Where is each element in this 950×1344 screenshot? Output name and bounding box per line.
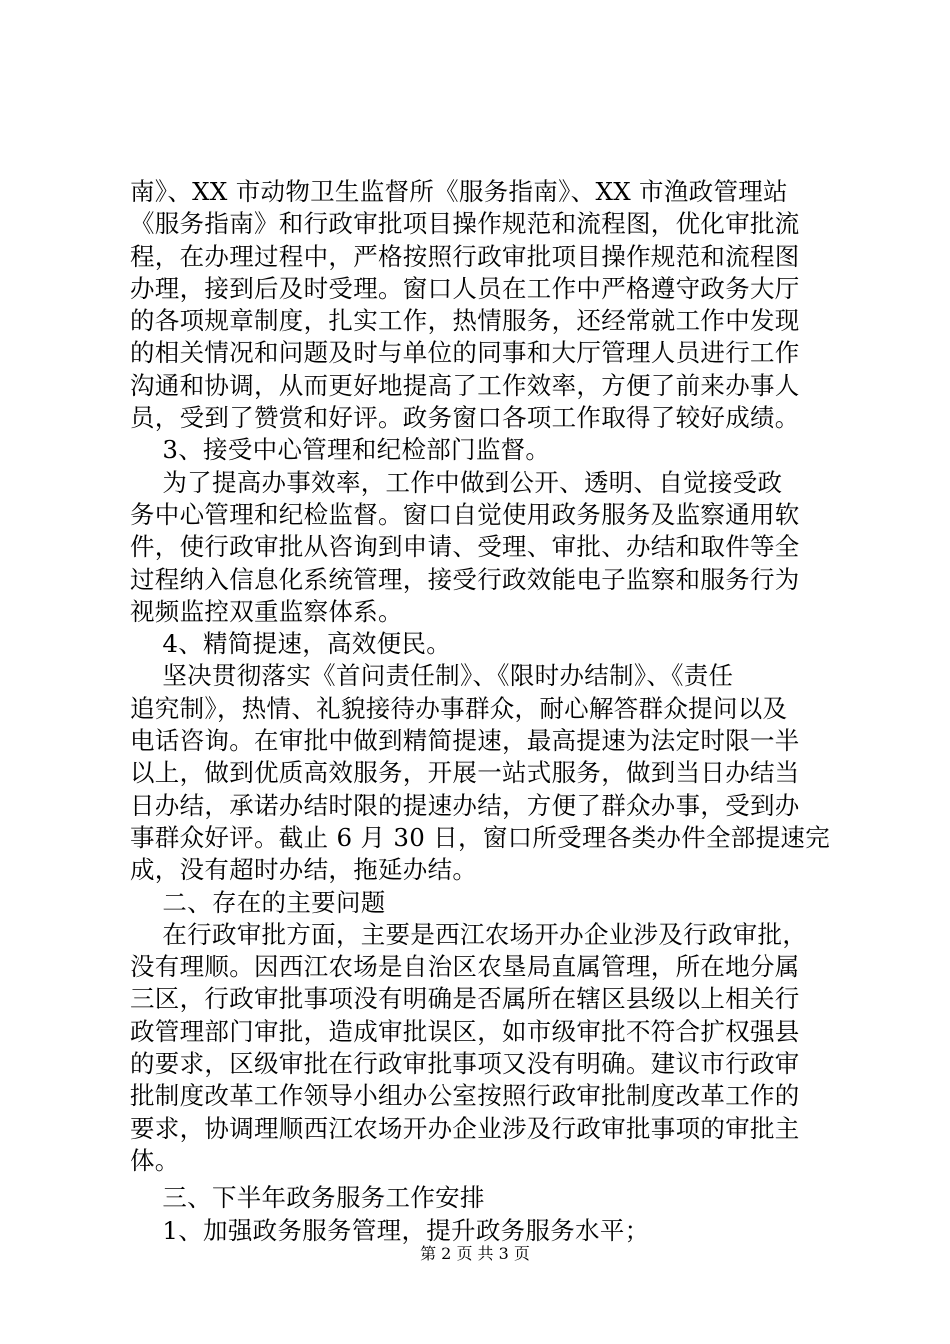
text-line: 视频监控双重监察体系。	[130, 596, 403, 626]
section-heading: 4、精简提速，高效便民。	[130, 629, 452, 659]
document-body	[130, 176, 832, 1247]
text-line: 在行政审批方面，主要是西江农场开办企业涉及行政审批，	[130, 919, 808, 949]
text-line: 体。	[130, 1145, 180, 1175]
text-line: 政管理部门审批，造成审批误区，如市级审批不符合扩权强县	[130, 1016, 800, 1046]
section-heading: 三、下半年政务服务工作安排	[130, 1183, 485, 1213]
section-heading: 3、接受中心管理和纪检部门监督。	[130, 435, 551, 465]
text-line: 三区，行政审批事项没有明确是否属所在辖区县级以上相关行	[130, 984, 800, 1014]
text-line: 件，使行政审批从咨询到申请、受理、审批、办结和取件等全	[130, 532, 800, 562]
text-line: 坚决贯彻落实《首问责任制》、《限时办结制》、《责任	[130, 661, 734, 691]
text-line: 办理，接到后及时受理。窗口人员在工作中严格遵守政务大厅	[130, 273, 800, 303]
text-line: 沟通和协调，从而更好地提高了工作效率，方便了前来办事人	[130, 370, 800, 400]
text-line: 要求，协调理顺西江农场开办企业涉及行政审批事项的审批主	[130, 1113, 800, 1143]
section-heading: 二、存在的主要问题	[130, 887, 386, 917]
text-line: 1、加强政务服务管理，提升政务服务水平；	[130, 1215, 650, 1245]
text-line: 为了提高办事效率，工作中做到公开、透明、自觉接受政	[130, 467, 783, 497]
text-line: 程，在办理过程中，严格按照行政审批项目操作规范和流程图	[130, 241, 800, 271]
text-line: 批制度改革工作领导小组办公室按照行政审批制度改革工作的	[130, 1081, 800, 1111]
text-line: 的各项规章制度，扎实工作，热情服务，还经常就工作中发现	[130, 306, 800, 336]
text-line: 成，没有超时办结，拖延办结。	[130, 855, 478, 885]
text-line: 没有理顺。因西江农场是自治区农垦局直属管理，所在地分属	[130, 952, 800, 982]
text-line: 日办结，承诺办结时限的提速办结，方便了群众办事，受到办	[130, 790, 800, 820]
text-line: 的要求，区级审批在行政审批事项又没有明确。建议市行政审	[130, 1049, 800, 1079]
text-line: 过程纳入信息化系统管理，接受行政效能电子监察和服务行为	[130, 564, 800, 594]
text-line: 南》、XX 市动物卫生监督所《服务指南》、XX 市渔政管理站	[130, 177, 788, 206]
text-line: 《服务指南》和行政审批项目操作规范和流程图，优化审批流	[130, 209, 800, 239]
text-line: 事群众好评。截止 6 月 30 日，窗口所受理各类办件全部提速完	[130, 822, 831, 852]
text-line: 的相关情况和问题及时与单位的同事和大厅管理人员进行工作	[130, 338, 800, 368]
text-line: 员，受到了赞赏和好评。政务窗口各项工作取得了较好成绩。	[130, 403, 800, 433]
text-line: 以上，做到优质高效服务，开展一站式服务，做到当日办结当	[130, 758, 800, 788]
text-line: 务中心管理和纪检监督。窗口自觉使用政务服务及监察通用软	[130, 499, 800, 529]
text-line: 追究制》，热情、礼貌接待办事群众，耐心解答群众提问以及	[130, 693, 788, 723]
text-line: 电话咨询。在审批中做到精简提速，最高提速为法定时限一半	[130, 726, 800, 756]
page-footer: 第 2 页 共 3 页	[420, 1244, 530, 1263]
